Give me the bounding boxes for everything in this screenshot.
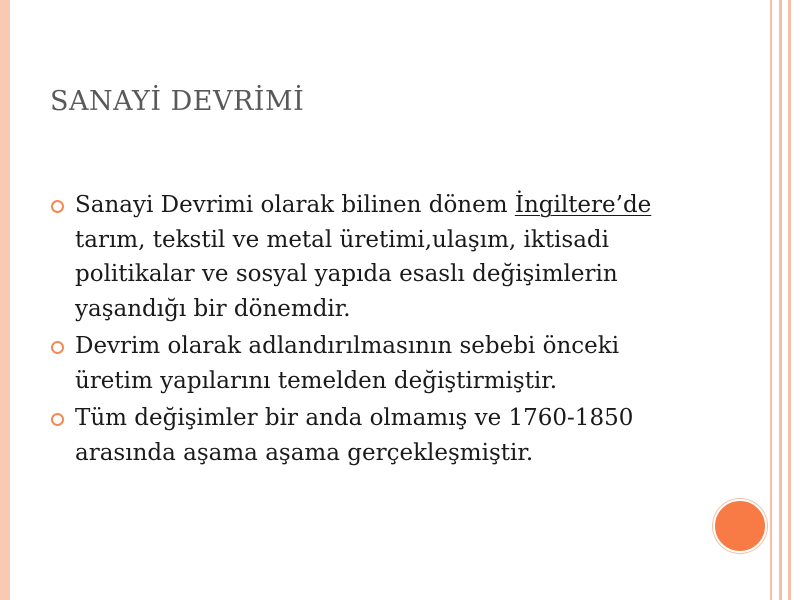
bullet-text: Tüm değişimler bir anda olmamış ve 1760-1850 arasında aşama aşama gerçekleşmiştir. xyxy=(75,405,634,466)
right-decorative-line xyxy=(779,0,782,600)
bullet-text: Devrim olarak adlandırılmasının sebebi önceki üretim yapılarını temelden değiştirmiştir. xyxy=(75,333,620,394)
bullet-item xyxy=(50,329,680,398)
bullet-circle-icon xyxy=(51,200,64,213)
left-decorative-bar xyxy=(0,0,10,600)
bullet-text: Sanayi Devrimi olarak bilinen dönem xyxy=(75,192,515,218)
bullet-circle-icon xyxy=(51,341,64,354)
bullet-item xyxy=(50,401,680,470)
slide-title: SANAYİ DEVRİMİ xyxy=(50,86,305,117)
bullet-list xyxy=(50,188,680,473)
bullet-text: tarım, tekstil ve metal üretimi,ulaşım, iktisadi politikalar ve sosyal yapıda esaslı değişimlerin yaşandığı bir dönemdir. xyxy=(75,226,618,322)
bullet-item xyxy=(50,188,680,326)
decorative-circle xyxy=(713,499,767,553)
ingiltere-link[interactable]: İngiltere’de xyxy=(514,192,652,218)
right-decorative-line xyxy=(770,0,772,600)
bullet-circle-icon xyxy=(51,413,64,426)
right-decorative-line xyxy=(788,0,791,600)
